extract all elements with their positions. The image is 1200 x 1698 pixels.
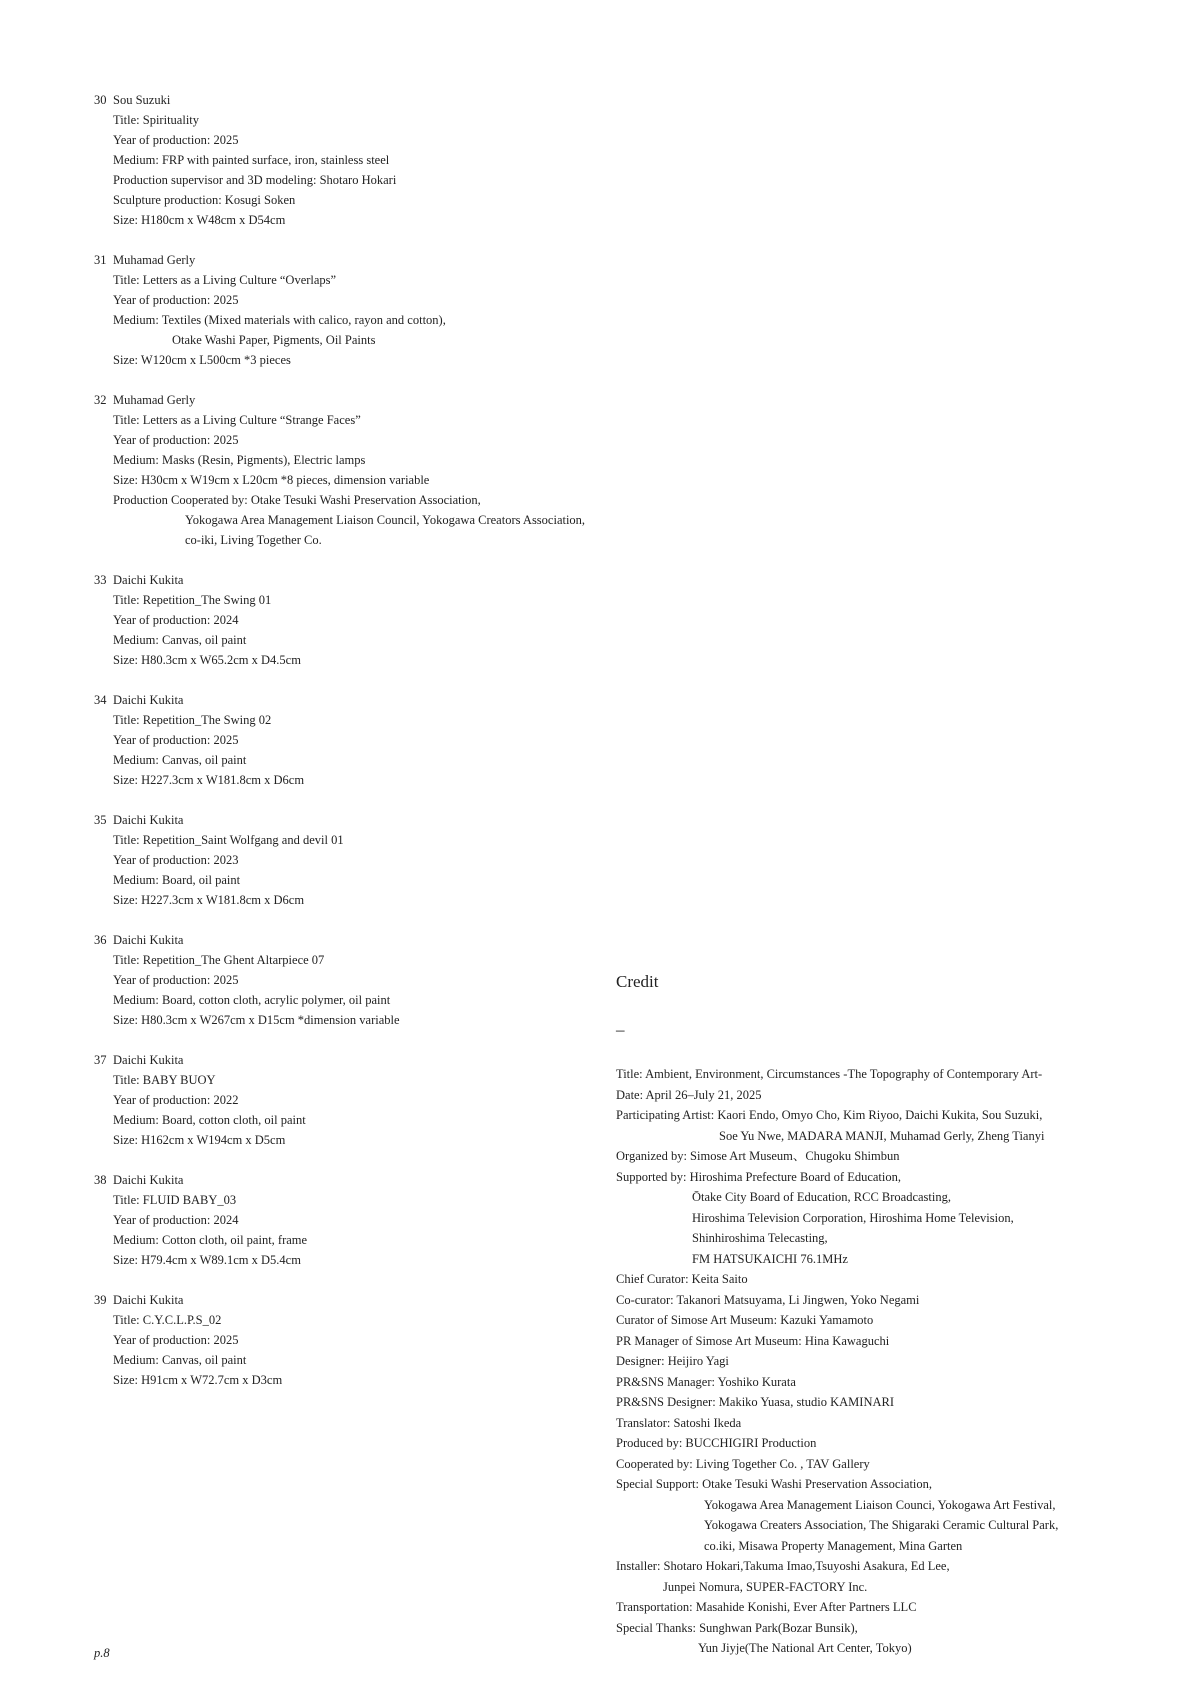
artwork-medium: Medium: Canvas, oil paint xyxy=(113,633,247,647)
entry-number: 35 xyxy=(94,813,107,827)
artwork-entry-31 xyxy=(94,250,654,370)
entry-number: 30 xyxy=(94,93,107,107)
artwork-entry-35 xyxy=(94,810,654,910)
credit-section xyxy=(616,970,1176,1659)
artwork-entry-32 xyxy=(94,390,654,550)
artist-name: Daichi Kukita xyxy=(113,1173,184,1187)
artwork-year: Year of production: 2022 xyxy=(113,1093,239,1107)
credit-special-support-continued: Yokogawa Area Management Liaison Counci, Yokogawa Art Festival, xyxy=(704,1497,1056,1512)
credit-supported-by: Supported by: Hiroshima Prefecture Board of Education, xyxy=(616,1169,901,1184)
credit-supported-by-continued: Hiroshima Television Corporation, Hiroshima Home Television, xyxy=(692,1210,1014,1225)
artist-name: Daichi Kukita xyxy=(113,1053,184,1067)
artwork-list xyxy=(94,90,654,1410)
credit-installer: Installer: Shotaro Hokari,Takuma Imao,Tsuyoshi Asakura, Ed Lee, xyxy=(616,1559,950,1573)
entry-number: 32 xyxy=(94,393,107,407)
entry-number: 31 xyxy=(94,253,107,267)
credit-organized-by: Organized by: Simose Art Museum、Chugoku Shimbun xyxy=(616,1149,900,1163)
credit-supported-by-continued: FM HATSUKAICHI 76.1MHz xyxy=(692,1251,848,1266)
credit-cooperated-by: Cooperated by: Living Together Co. , TAV Gallery xyxy=(616,1456,870,1471)
credit-produced-by: Produced by: BUCCHIGIRI Production xyxy=(616,1436,817,1450)
artwork-size: Size: H91cm x W72.7cm x D3cm xyxy=(113,1373,283,1387)
artwork-size: Size: H227.3cm x W181.8cm x D6cm xyxy=(113,893,305,907)
artwork-size: Size: W120cm x L500cm *3 pieces xyxy=(113,353,291,367)
artwork-medium: Medium: Board, cotton cloth, oil paint xyxy=(113,1113,306,1127)
entry-number: 38 xyxy=(94,1173,107,1187)
credit-chief-curator: Chief Curator: Keita Saito xyxy=(616,1272,748,1286)
artwork-entry-36 xyxy=(94,930,654,1030)
entry-number: 34 xyxy=(94,693,107,707)
artwork-year: Year of production: 2024 xyxy=(113,613,239,627)
artwork-medium-continued: Otake Washi Paper, Pigments, Oil Paints xyxy=(172,333,376,347)
artwork-cooperation-continued: Yokogawa Area Management Liaison Council, Yokogawa Creators Association, xyxy=(185,513,586,527)
artwork-year: Year of production: 2025 xyxy=(113,733,239,747)
artwork-entry-38 xyxy=(94,1170,654,1270)
artwork-title: Title: Repetition_The Swing 01 xyxy=(113,593,272,607)
credit-dash: – xyxy=(616,1020,625,1039)
artwork-sculpture-production: Sculpture production: Kosugi Soken xyxy=(113,193,296,207)
entry-number: 37 xyxy=(94,1053,107,1067)
artist-name: Daichi Kukita xyxy=(113,573,184,587)
artwork-title: Title: Repetition_Saint Wolfgang and devil 01 xyxy=(113,833,344,847)
artwork-year: Year of production: 2025 xyxy=(113,133,239,147)
artwork-size: Size: H162cm x W194cm x D5cm xyxy=(113,1133,286,1147)
artwork-entry-37 xyxy=(94,1050,654,1150)
artist-name: Muhamad Gerly xyxy=(113,393,196,407)
artwork-size: Size: H80.3cm x W267cm x D15cm *dimension variable xyxy=(113,1013,400,1027)
artwork-title: Title: Letters as a Living Culture “Overlaps” xyxy=(113,273,337,287)
artwork-size: Size: H30cm x W19cm x L20cm *8 pieces, dimension variable xyxy=(113,473,430,487)
artist-name: Daichi Kukita xyxy=(113,813,184,827)
artwork-year: Year of production: 2025 xyxy=(113,433,239,447)
credit-title-line: Title: Ambient, Environment, Circumstances -The Topography of Contemporary Art- xyxy=(616,1067,1043,1081)
artwork-year: Year of production: 2025 xyxy=(113,973,239,987)
entry-number: 33 xyxy=(94,573,107,587)
artist-name: Daichi Kukita xyxy=(113,1293,184,1307)
credit-special-thanks-continued: Yun Jiyje(The National Art Center, Tokyo) xyxy=(698,1641,912,1655)
credit-special-thanks: Special Thanks: Sunghwan Park(Bozar Bunsik), xyxy=(616,1620,858,1635)
artwork-title: Title: BABY BUOY xyxy=(113,1073,216,1087)
credit-pr-sns-manager: PR&SNS Manager: Yoshiko Kurata xyxy=(616,1374,796,1389)
entry-number: 36 xyxy=(94,933,107,947)
artist-name: Muhamad Gerly xyxy=(113,253,196,267)
artwork-title: Title: Letters as a Living Culture “Strange Faces” xyxy=(113,413,361,427)
credit-designer: Designer: Heijiro Yagi xyxy=(616,1354,729,1368)
artwork-title: Title: Repetition_The Swing 02 xyxy=(113,713,272,727)
credit-installer-continued: Junpei Nomura, SUPER-FACTORY Inc. xyxy=(663,1579,868,1594)
artwork-medium: Medium: Canvas, oil paint xyxy=(113,1353,247,1367)
artwork-entry-33 xyxy=(94,570,654,670)
credit-co-curator: Co-curator: Takanori Matsuyama, Li Jingwen, Yoko Negami xyxy=(616,1292,920,1307)
credit-transportation: Transportation: Masahide Konishi, Ever After Partners LLC xyxy=(616,1600,917,1614)
artwork-year: Year of production: 2023 xyxy=(113,853,239,867)
credit-supported-by-continued: Shinhiroshima Telecasting, xyxy=(692,1231,828,1245)
artwork-year: Year of production: 2025 xyxy=(113,293,239,307)
artwork-size: Size: H79.4cm x W89.1cm x D5.4cm xyxy=(113,1253,301,1267)
artwork-size: Size: H80.3cm x W65.2cm x D4.5cm xyxy=(113,653,301,667)
artwork-entry-39 xyxy=(94,1290,654,1390)
artwork-size: Size: H180cm x W48cm x D54cm xyxy=(113,213,286,227)
artwork-entry-34 xyxy=(94,690,654,790)
artwork-entry-30 xyxy=(94,90,654,230)
artwork-supervisor: Production supervisor and 3D modeling: Shotaro Hokari xyxy=(113,173,397,187)
artwork-medium: Medium: Masks (Resin, Pigments), Electric lamps xyxy=(113,453,366,467)
credit-artists-continued: Soe Yu Nwe, MADARA MANJI, Muhamad Gerly, Zheng Tianyi xyxy=(719,1128,1045,1143)
credit-special-support-continued: co.iki, Misawa Property Management, Mina Garten xyxy=(704,1538,963,1553)
artwork-medium: Medium: Canvas, oil paint xyxy=(113,753,247,767)
artwork-cooperation: Production Cooperated by: Otake Tesuki Washi Preservation Association, xyxy=(113,493,481,507)
artwork-year: Year of production: 2025 xyxy=(113,1333,239,1347)
artist-name: Sou Suzuki xyxy=(113,93,171,107)
artwork-medium: Medium: Cotton cloth, oil paint, frame xyxy=(113,1233,308,1247)
artist-name: Daichi Kukita xyxy=(113,933,184,947)
credit-pr-sns-designer: PR&SNS Designer: Makiko Yuasa, studio KAMINARI xyxy=(616,1395,895,1409)
credit-special-support-continued: Yokogawa Creaters Association, The Shigaraki Ceramic Cultural Park, xyxy=(704,1518,1059,1532)
credit-heading: Credit xyxy=(616,972,659,991)
artwork-title: Title: Repetition_The Ghent Altarpiece 07 xyxy=(113,953,325,967)
artwork-title: Title: FLUID BABY_03 xyxy=(113,1193,237,1207)
credit-museum-curator: Curator of Simose Art Museum: Kazuki Yamamoto xyxy=(616,1313,874,1327)
page-number: p.8 xyxy=(94,1646,110,1660)
artwork-cooperation-continued: co-iki, Living Together Co. xyxy=(185,533,322,547)
artwork-medium: Medium: FRP with painted surface, iron, stainless steel xyxy=(113,153,390,167)
credit-artists: Participating Artist: Kaori Endo, Omyo Cho, Kim Riyoo, Daichi Kukita, Sou Suzuki, xyxy=(616,1108,1043,1122)
artwork-title: Title: C.Y.C.L.P.S_02 xyxy=(113,1313,222,1327)
credit-special-support: Special Support: Otake Tesuki Washi Preservation Association, xyxy=(616,1477,933,1491)
artwork-medium: Medium: Board, oil paint xyxy=(113,873,241,887)
artist-name: Daichi Kukita xyxy=(113,693,184,707)
credit-date: Date: April 26–July 21, 2025 xyxy=(616,1087,762,1102)
artwork-title: Title: Spirituality xyxy=(113,113,200,127)
artwork-year: Year of production: 2024 xyxy=(113,1213,239,1227)
artwork-medium: Medium: Board, cotton cloth, acrylic polymer, oil paint xyxy=(113,993,391,1007)
credit-supported-by-continued: Ōtake City Board of Education, RCC Broadcasting, xyxy=(692,1190,951,1204)
artwork-medium: Medium: Textiles (Mixed materials with calico, rayon and cotton), xyxy=(113,313,446,327)
credit-pr-manager-museum: PR Manager of Simose Art Museum: Hina Kawaguchi xyxy=(616,1333,890,1348)
artwork-size: Size: H227.3cm x W181.8cm x D6cm xyxy=(113,773,305,787)
entry-number: 39 xyxy=(94,1293,107,1307)
credit-translator: Translator: Satoshi Ikeda xyxy=(616,1415,742,1430)
